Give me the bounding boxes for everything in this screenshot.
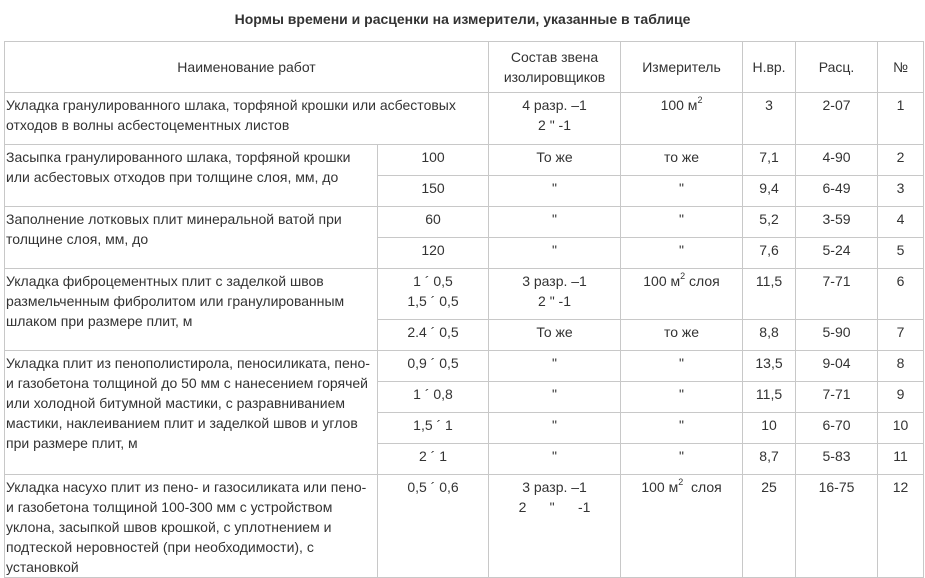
team-cell: То же <box>489 145 621 176</box>
table-row <box>5 351 924 382</box>
header-rasc: Расц. <box>796 42 878 93</box>
size-cell: 100 <box>378 145 489 176</box>
nvr-cell: 7,1 <box>743 145 796 176</box>
nvr-cell: 10 <box>743 413 796 444</box>
num-cell: 11 <box>878 444 924 475</box>
num-cell: 4 <box>878 207 924 238</box>
nvr-cell: 13,5 <box>743 351 796 382</box>
num-cell: 2 <box>878 145 924 176</box>
rasc-cell: 4-90 <box>796 145 878 176</box>
num-cell: 12 <box>878 475 924 578</box>
header-num: № <box>878 42 924 93</box>
table-row <box>5 475 924 578</box>
rasc-cell: 5-83 <box>796 444 878 475</box>
table-row <box>5 145 924 176</box>
team-cell: " <box>489 351 621 382</box>
header-name: Наименование работ <box>5 42 489 93</box>
rasc-cell: 2-07 <box>796 93 878 145</box>
table-row <box>5 93 924 145</box>
size-cell: 1,5 ´ 1 <box>378 413 489 444</box>
unit-tail: слоя <box>685 273 720 289</box>
team-cell: То же <box>489 320 621 351</box>
unit-cell: то же <box>621 145 743 176</box>
norms-table <box>4 41 924 578</box>
rasc-cell: 7-71 <box>796 382 878 413</box>
rasc-cell: 6-49 <box>796 176 878 207</box>
team-line: 3 разр. –1 <box>522 479 587 495</box>
nvr-cell: 5,2 <box>743 207 796 238</box>
rasc-cell: 5-24 <box>796 238 878 269</box>
header-unit: Измеритель <box>621 42 743 93</box>
nvr-cell: 8,8 <box>743 320 796 351</box>
team-cell <box>489 93 621 145</box>
num-cell: 3 <box>878 176 924 207</box>
unit-cell: " <box>621 382 743 413</box>
size-cell <box>378 269 489 320</box>
unit-cell: " <box>621 444 743 475</box>
work-name: Засыпка гранулированного шлака, торфяной крошки или асбестовых отходов при толщине слоя, мм, до <box>5 145 378 207</box>
header-nvr: Н.вр. <box>743 42 796 93</box>
nvr-cell: 9,4 <box>743 176 796 207</box>
team-cell: " <box>489 413 621 444</box>
nvr-cell: 25 <box>743 475 796 578</box>
rasc-cell: 7-71 <box>796 269 878 320</box>
team-line: 2 " -1 <box>538 117 571 133</box>
num-cell: 6 <box>878 269 924 320</box>
size-line: 1,5 ´ 0,5 <box>407 293 459 309</box>
size-cell: 2.4 ´ 0,5 <box>378 320 489 351</box>
size-cell: 0,9 ´ 0,5 <box>378 351 489 382</box>
size-line: 1 ´ 0,5 <box>413 273 453 289</box>
rasc-cell: 16-75 <box>796 475 878 578</box>
team-cell <box>489 475 621 578</box>
unit-cell: " <box>621 207 743 238</box>
nvr-cell: 3 <box>743 93 796 145</box>
size-cell: 150 <box>378 176 489 207</box>
nvr-cell: 7,6 <box>743 238 796 269</box>
size-cell: 60 <box>378 207 489 238</box>
unit-base: 100 м <box>641 479 679 495</box>
team-line: 2 " -1 <box>518 499 591 515</box>
size-cell: 2 ´ 1 <box>378 444 489 475</box>
team-cell: " <box>489 238 621 269</box>
num-cell: 10 <box>878 413 924 444</box>
unit-sup: 2 <box>678 477 684 488</box>
unit-cell: " <box>621 351 743 382</box>
unit-cell <box>621 269 743 320</box>
rasc-cell: 3-59 <box>796 207 878 238</box>
num-cell: 7 <box>878 320 924 351</box>
unit-sup: 2 <box>680 271 686 282</box>
unit-sup: 2 <box>697 95 703 106</box>
rasc-cell: 6-70 <box>796 413 878 444</box>
team-line: 3 разр. –1 <box>522 273 587 289</box>
num-cell: 8 <box>878 351 924 382</box>
table-header-row <box>5 42 924 93</box>
work-name: Заполнение лотковых плит минеральной ватой при толщине слоя, мм, до <box>5 207 378 269</box>
work-name: Укладка насухо плит из пено- и газосиликата или пено- и газобетона толщиной 100-300 мм с устройством уклона, засыпкой швов крошкой, с уплотнением и подтеской неровностей (при необходимости), с установкой <box>5 475 378 578</box>
team-cell: " <box>489 207 621 238</box>
rasc-cell: 9-04 <box>796 351 878 382</box>
team-cell: " <box>489 382 621 413</box>
unit-base: 100 м <box>660 97 698 113</box>
num-cell: 9 <box>878 382 924 413</box>
team-cell: " <box>489 176 621 207</box>
size-cell: 1 ´ 0,8 <box>378 382 489 413</box>
page-title: Нормы времени и расценки на измерители, указанные в таблице <box>234 11 691 27</box>
unit-cell: " <box>621 238 743 269</box>
header-team: Состав звена изолировщиков <box>489 42 621 93</box>
size-cell: 120 <box>378 238 489 269</box>
unit-cell: " <box>621 176 743 207</box>
rasc-cell: 5-90 <box>796 320 878 351</box>
unit-cell <box>621 475 743 578</box>
table-row <box>5 269 924 320</box>
num-cell: 1 <box>878 93 924 145</box>
nvr-cell: 11,5 <box>743 269 796 320</box>
work-name: Укладка фиброцементных плит с заделкой швов размельченным фибролитом или гранулированным шлаком при размере плит, м <box>5 269 378 351</box>
unit-base: 100 м <box>643 273 681 289</box>
unit-tail: слоя <box>683 479 722 495</box>
unit-cell: то же <box>621 320 743 351</box>
team-line: 4 разр. –1 <box>522 97 587 113</box>
nvr-cell: 11,5 <box>743 382 796 413</box>
team-cell: " <box>489 444 621 475</box>
team-cell <box>489 269 621 320</box>
nvr-cell: 8,7 <box>743 444 796 475</box>
num-cell: 5 <box>878 238 924 269</box>
unit-cell <box>621 93 743 145</box>
work-name: Укладка гранулированного шлака, торфяной крошки или асбестовых отходов в волны асбестоцементных листов <box>5 93 489 145</box>
size-cell: 0,5 ´ 0,6 <box>378 475 489 578</box>
unit-cell: " <box>621 413 743 444</box>
work-name: Укладка плит из пенополистирола, пеносиликата, пено- и газобетона толщиной до 50 мм с нанесением горячей или холодной битумной мастики, с разравниванием мастики, наклеиванием плит и заделкой швов и углов при размере плит, м <box>5 351 378 475</box>
table-row <box>5 207 924 238</box>
team-line: 2 " -1 <box>538 293 571 309</box>
